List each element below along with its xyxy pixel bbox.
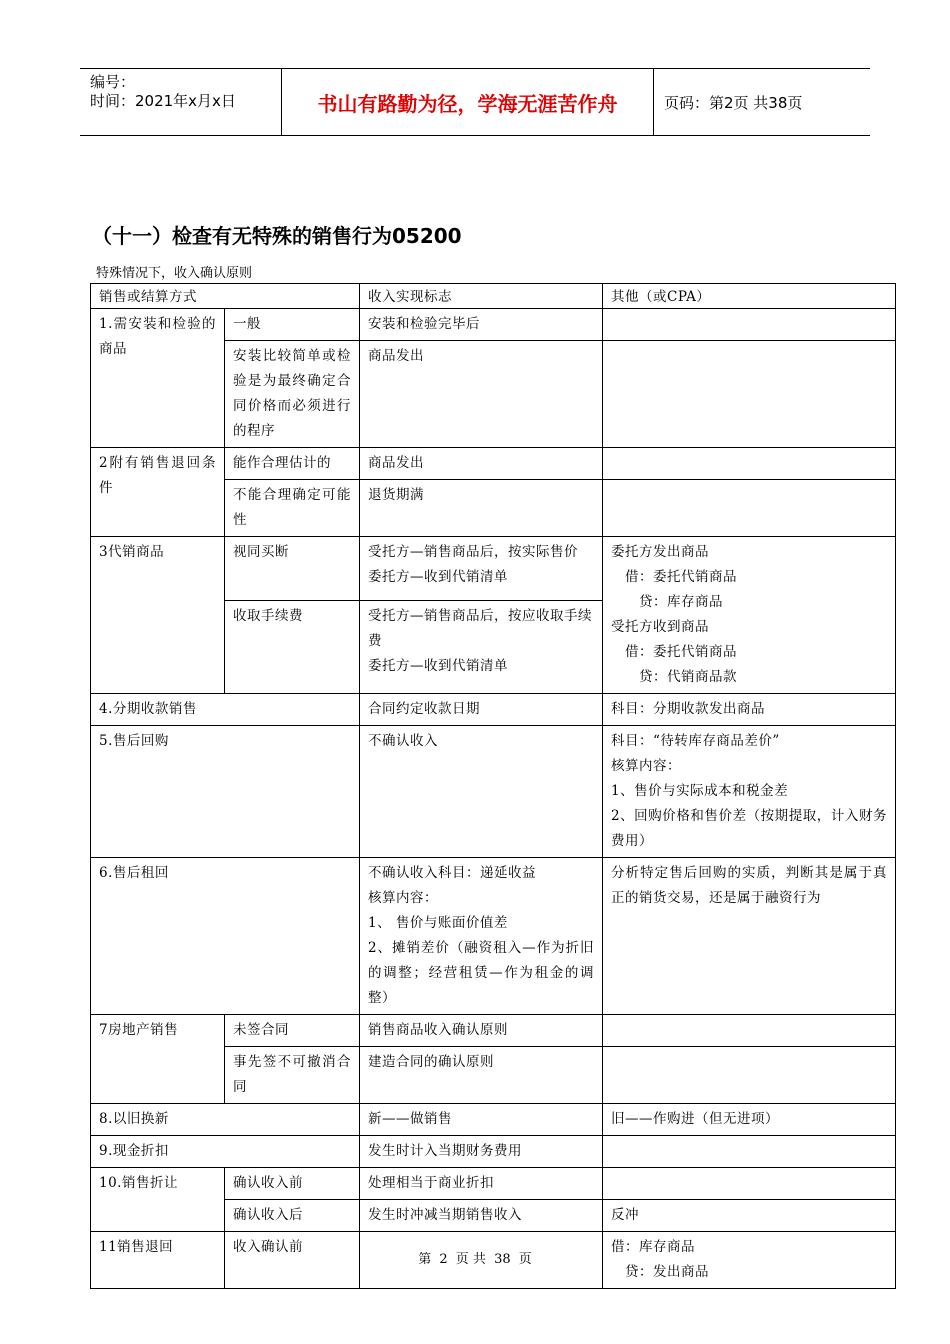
method-cell: 4.分期收款销售 [91, 694, 360, 726]
other-cell: 旧——作购进（但无进项） [603, 1104, 896, 1136]
other-cell [603, 726, 896, 858]
recognition-line: 委托方—收到代销清单 [368, 569, 508, 585]
method-cell: 5.售后回购 [91, 726, 360, 858]
table-row [91, 726, 896, 858]
recognition-cell: 发生时冲减当期销售收入 [360, 1200, 603, 1232]
recognition-line: 受托方—销售商品后，按应收取手续费 [368, 608, 592, 650]
sub-method-cell: 收入确认前 [225, 1232, 360, 1289]
note-line: 2、摊销差价（融资租入—作为折旧的调整；经营租赁—作为租金的调整） [368, 940, 594, 1006]
note-line: 核算内容： [368, 890, 438, 906]
sub-method-cell: 事先签不可撤消合同 [225, 1047, 360, 1104]
other-cell: 分析特定售后回购的实质，判断其是属于真正的销货交易，还是属于融资行为 [603, 858, 896, 1015]
note-line: 核算内容： [611, 758, 681, 774]
sub-method-cell: 能作合理估计的 [225, 448, 360, 480]
sub-method-cell: 未签合同 [225, 1015, 360, 1047]
recognition-line: 委托方—收到代销清单 [368, 658, 508, 675]
revenue-recognition-table [90, 283, 896, 1289]
entry-line: 借：委托代销商品 [625, 569, 737, 585]
sub-method-cell: 确认收入后 [225, 1200, 360, 1232]
recognition-cell [360, 537, 603, 601]
entry-line: 委托方发出商品 [611, 544, 709, 560]
table-row [91, 448, 896, 480]
table-row [91, 1168, 896, 1200]
other-cell [603, 480, 896, 537]
table-row [91, 1015, 896, 1047]
entry-line: 借：委托代销商品 [625, 644, 737, 660]
code-label: 编号： [90, 73, 136, 91]
table-row [91, 537, 896, 601]
method-cell: 3代销商品 [91, 537, 225, 694]
method-cell: 1.需安装和检验的商品 [91, 309, 225, 448]
recognition-cell: 商品发出 [360, 341, 603, 448]
entry-line: 受托方收到商品 [611, 619, 709, 635]
footer-mid: 页 共 [455, 1252, 486, 1267]
recognition-cell: 新——做销售 [360, 1104, 603, 1136]
note-line: 不确认收入科目：递延收益 [368, 865, 536, 881]
header-meta [80, 69, 282, 135]
table-row [91, 694, 896, 726]
table-row [91, 1104, 896, 1136]
method-cell: 9.现金折扣 [91, 1136, 360, 1168]
sub-method-cell: 不能合理确定可能性 [225, 480, 360, 537]
other-cell: 科目：分期收款发出商品 [603, 694, 896, 726]
table-header-row [91, 284, 896, 309]
table-row [91, 1136, 896, 1168]
recognition-cell: 发生时计入当期财务费用 [360, 1136, 603, 1168]
header-cell: 收入实现标志 [360, 284, 603, 309]
other-cell [603, 1015, 896, 1047]
method-cell: 10.销售折让 [91, 1168, 225, 1232]
table-caption: 特殊情况下，收入确认原则 [96, 266, 253, 281]
entry-line: 借：库存商品 [611, 1239, 695, 1255]
header-slogan: 书山有路勤为径，学海无涯苦作舟 [282, 69, 654, 135]
other-cell [603, 537, 896, 694]
recognition-cell: 合同约定收款日期 [360, 694, 603, 726]
table-row [91, 309, 896, 341]
sub-method-cell: 视同买断 [225, 537, 360, 601]
section-title: （十一）检查有无特殊的销售行为05200 [92, 224, 462, 248]
note-line: 1、 售价与账面价值差 [368, 915, 508, 931]
recognition-cell: 建造合同的确认原则 [360, 1047, 603, 1104]
note-line: 1、售价与实际成本和税金差 [611, 783, 789, 799]
other-cell [603, 309, 896, 341]
header-cell: 销售或结算方式 [91, 284, 360, 309]
other-cell [603, 341, 896, 448]
other-cell: 反冲 [603, 1200, 896, 1232]
recognition-cell: 不确认收入 [360, 726, 603, 858]
sub-method-cell: 一般 [225, 309, 360, 341]
sub-method-cell: 收取手续费 [225, 601, 360, 694]
header-page-info: 页码：第2页 共38页 [664, 93, 803, 112]
sub-method-cell: 安装比较简单或检验是为最终确定合同价格而必须进行的程序 [225, 341, 360, 448]
note-line: 科目：“待转库存商品差价” [611, 733, 780, 749]
sub-method-cell: 确认收入前 [225, 1168, 360, 1200]
footer-suffix: 页 [518, 1252, 532, 1267]
recognition-cell: 商品发出 [360, 448, 603, 480]
method-cell: 2附有销售退回条件 [91, 448, 225, 537]
other-cell [603, 1047, 896, 1104]
method-cell: 8.以旧换新 [91, 1104, 360, 1136]
table-row [91, 858, 896, 1015]
recognition-line: 受托方—销售商品后，按实际售价 [368, 544, 578, 560]
recognition-cell [360, 858, 603, 1015]
recognition-cell: 销售商品收入确认原则 [360, 1015, 603, 1047]
page-footer [0, 1248, 950, 1267]
other-cell [603, 1168, 896, 1200]
entry-line: 贷：代销商品款 [639, 669, 737, 685]
entry-line: 贷：发出商品 [625, 1264, 709, 1280]
header-cell: 其他（或CPA） [603, 284, 896, 309]
method-cell: 11销售退回 [91, 1232, 225, 1289]
method-cell: 6.售后租回 [91, 858, 360, 1015]
other-cell [603, 448, 896, 480]
page-header [80, 68, 870, 136]
note-line: 2、回购价格和售价差（按期提取，计入财务费用） [611, 808, 887, 849]
recognition-cell: 退货期满 [360, 480, 603, 537]
footer-total-pages: 38 [494, 1252, 511, 1267]
footer-page-number: 2 [439, 1252, 448, 1267]
other-cell [603, 1136, 896, 1168]
time-label: 时间：2021年x月x日 [90, 92, 236, 110]
recognition-cell: 安装和检验完毕后 [360, 309, 603, 341]
entry-line: 贷：库存商品 [639, 594, 723, 610]
recognition-cell [360, 601, 603, 694]
recognition-cell: 处理相当于商业折扣 [360, 1168, 603, 1200]
footer-prefix: 第 [418, 1252, 432, 1267]
method-cell: 7房地产销售 [91, 1015, 225, 1104]
